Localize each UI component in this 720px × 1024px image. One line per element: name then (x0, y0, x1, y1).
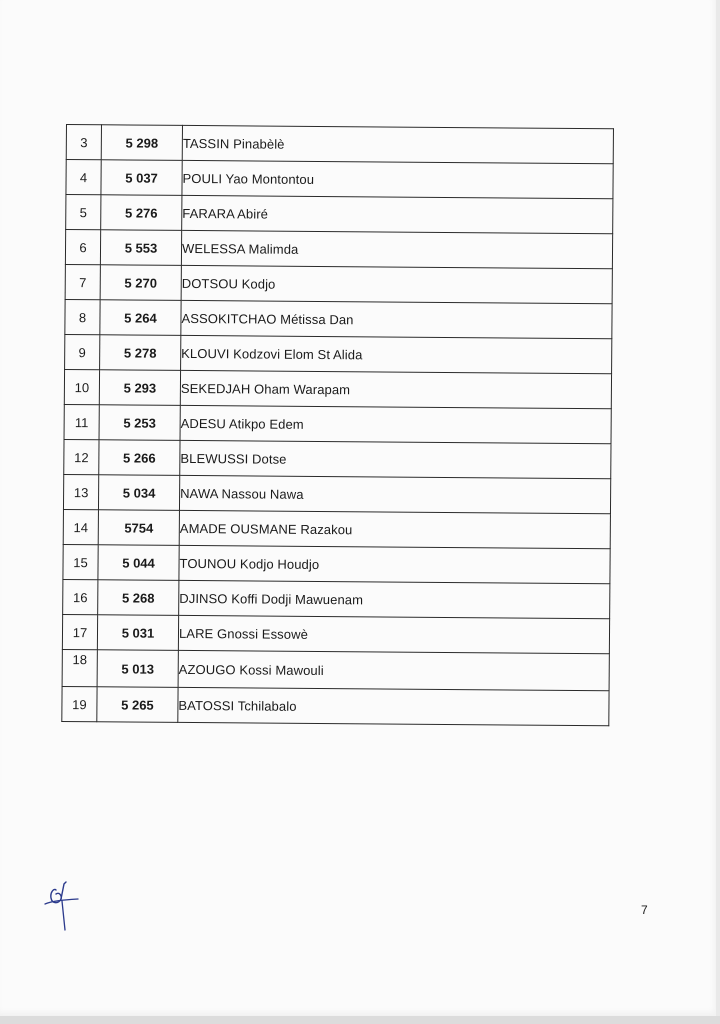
table-row (63, 579, 610, 618)
row-number: 7 (65, 264, 100, 299)
table-row (65, 334, 612, 373)
bottom-edge (0, 1016, 720, 1024)
row-name: AMADE OUSMANE Razakou (179, 510, 610, 548)
row-name: WELESSA Malimda (181, 230, 612, 268)
row-name: SEKEDJAH Oham Warapam (180, 370, 611, 408)
row-code: 5 264 (100, 300, 181, 336)
row-name: BATOSSI Tchilabalo (178, 687, 609, 725)
row-name: ASSOKITCHAO Métissa Dan (181, 300, 612, 338)
row-code: 5 253 (99, 405, 180, 441)
table-row (62, 686, 609, 725)
row-number: 19 (62, 686, 97, 721)
page-number: 7 (641, 903, 648, 917)
row-code: 5 553 (100, 230, 181, 266)
table-row (64, 439, 611, 478)
row-code: 5 276 (101, 195, 182, 231)
table-row (65, 230, 612, 269)
table-row (63, 509, 610, 548)
row-number: 10 (64, 369, 99, 404)
table-row (64, 404, 611, 443)
row-number: 18 (62, 649, 97, 686)
row-number: 17 (62, 614, 97, 649)
row-code: 5 298 (101, 125, 182, 161)
row-name: AZOUGO Kossi Mawouli (178, 650, 609, 690)
table-row (64, 369, 611, 408)
row-number: 11 (64, 404, 99, 439)
table-row (66, 195, 613, 234)
roster-table (61, 124, 614, 726)
table-row (62, 614, 609, 653)
signature-icon (42, 880, 82, 932)
row-code: 5 265 (97, 687, 178, 723)
row-name: ADESU Atikpo Edem (180, 405, 611, 443)
row-number: 4 (66, 160, 101, 195)
row-code: 5 034 (98, 475, 179, 511)
row-number: 3 (66, 125, 101, 160)
row-code: 5 270 (100, 265, 181, 301)
row-code: 5 266 (99, 440, 180, 476)
row-number: 16 (63, 579, 98, 614)
row-number: 13 (63, 474, 98, 509)
row-name: DOTSOU Kodjo (181, 265, 612, 303)
table-row (65, 264, 612, 303)
row-name: LARE Gnossi Essowè (178, 615, 609, 653)
row-name: NAWA Nassou Nawa (179, 475, 610, 513)
row-code: 5 044 (98, 545, 179, 581)
table-row (65, 299, 612, 338)
row-number: 12 (64, 439, 99, 474)
row-code: 5 013 (97, 650, 178, 688)
table-row (66, 160, 613, 199)
row-name: BLEWUSSI Dotse (180, 440, 611, 478)
row-code: 5 268 (98, 580, 179, 616)
roster-table-body (62, 125, 614, 726)
row-name: DJINSO Koffi Dodji Mawuenam (179, 580, 610, 618)
table-row (63, 544, 610, 583)
table-row (62, 649, 609, 690)
row-number: 9 (65, 334, 100, 369)
row-number: 6 (65, 230, 100, 265)
row-name: TOUNOU Kodjo Houdjo (179, 545, 610, 583)
row-number: 15 (63, 544, 98, 579)
table-row (63, 474, 610, 513)
row-number: 14 (63, 509, 98, 544)
row-code: 5754 (98, 510, 179, 546)
row-code: 5 031 (97, 615, 178, 651)
row-name: POULI Yao Montontou (182, 160, 613, 198)
row-name: FARARA Abiré (182, 195, 613, 233)
row-code: 5 278 (100, 335, 181, 371)
row-number: 5 (66, 195, 101, 230)
row-name: KLOUVI Kodzovi Elom St Alida (181, 335, 612, 373)
row-code: 5 293 (99, 370, 180, 406)
row-name: TASSIN Pinabèlè (182, 125, 613, 163)
table-row (66, 125, 613, 164)
row-number: 8 (65, 299, 100, 334)
row-code: 5 037 (101, 160, 182, 196)
